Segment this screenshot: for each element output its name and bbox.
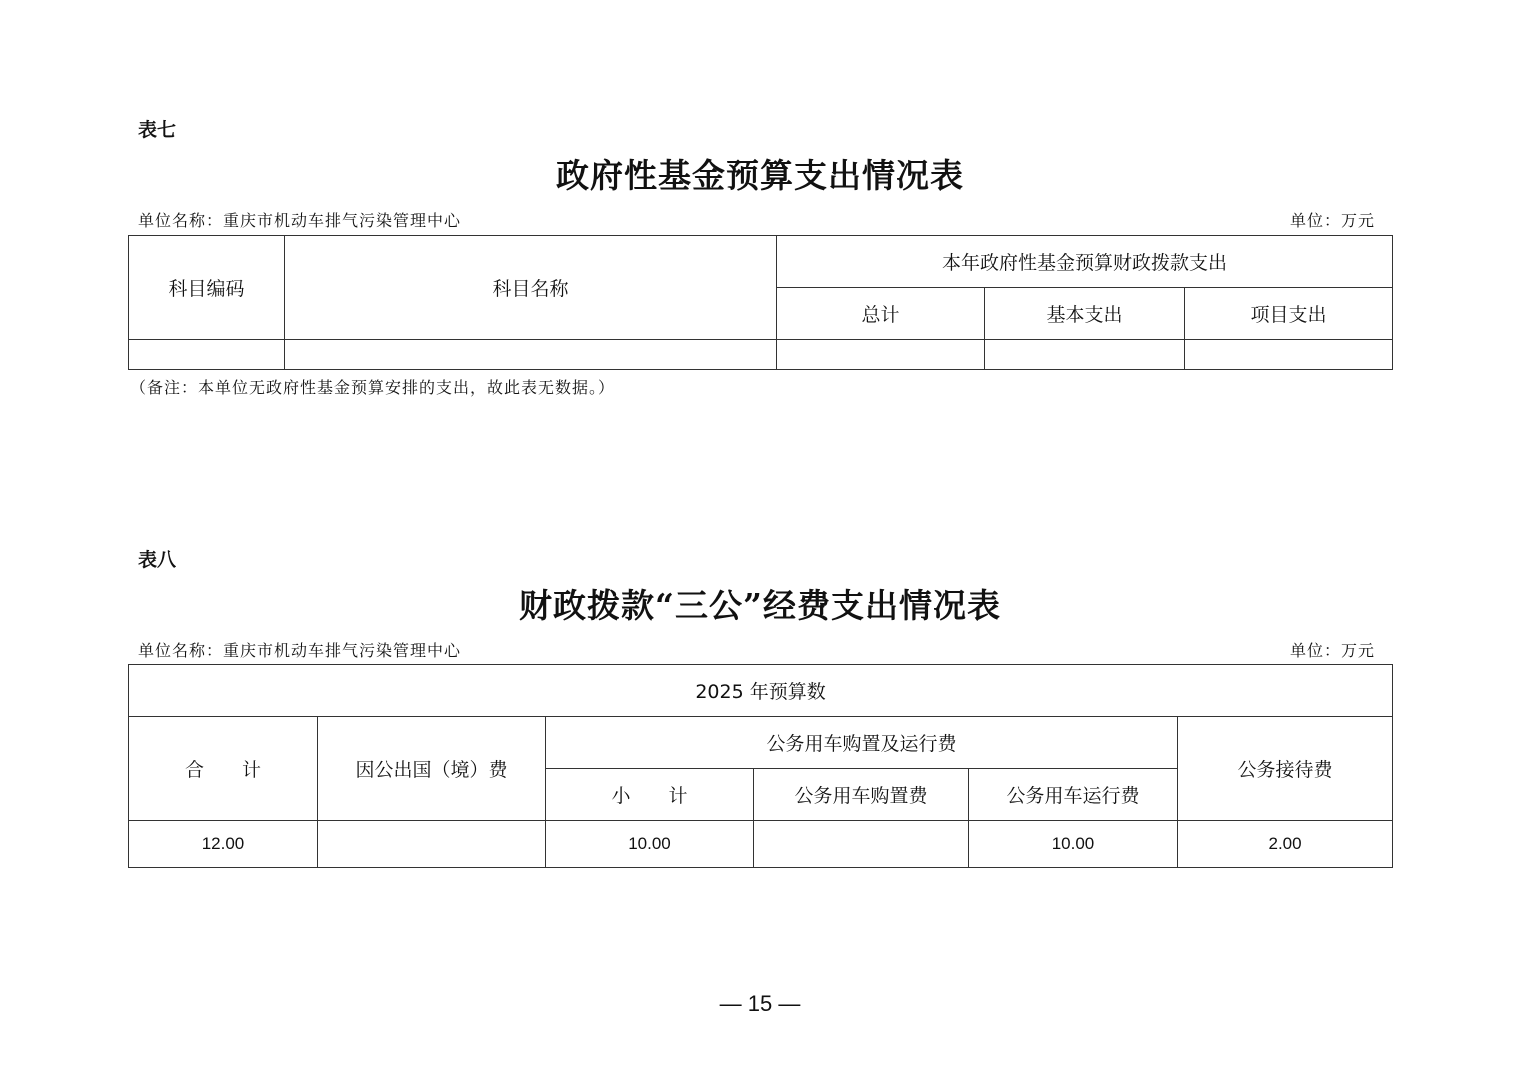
table8-unit: 单位：万元 — [1290, 641, 1376, 660]
table-row — [129, 340, 1393, 370]
table8-cell-subtotal: 10.00 — [546, 821, 754, 868]
table8-header-operation: 公务用车运行费 — [969, 769, 1178, 821]
table8-cell-operation: 10.00 — [969, 821, 1178, 868]
table8-header-abroad: 因公出国（境）费 — [318, 717, 546, 821]
table7-header-name: 科目名称 — [285, 236, 777, 340]
table8-header-purchase: 公务用车购置费 — [754, 769, 969, 821]
table8-header-subtotal: 小 计 — [546, 769, 754, 821]
table8-cell-total: 12.00 — [129, 821, 318, 868]
table7-header-project: 项目支出 — [1185, 288, 1393, 340]
table7-unit: 单位：万元 — [1290, 211, 1376, 230]
table7-title: 政府性基金预算支出情况表 — [556, 156, 964, 195]
table7-tag: 表七 — [138, 119, 177, 141]
table8-tag: 表八 — [138, 549, 177, 571]
table8-header-year: 2025 年预算数 — [129, 665, 1393, 717]
table7-cell — [129, 340, 285, 370]
table7-header-code: 科目编码 — [129, 236, 285, 340]
table7-note: （备注：本单位无政府性基金预算安排的支出，故此表无数据。） — [130, 378, 616, 397]
table7-cell — [777, 340, 985, 370]
table7-header-total: 总计 — [777, 288, 985, 340]
table7-cell — [1185, 340, 1393, 370]
table7-cell — [285, 340, 777, 370]
table8-unit-name: 单位名称：重庆市机动车排气污染管理中心 — [138, 641, 462, 660]
table7-header-group: 本年政府性基金预算财政拨款支出 — [777, 236, 1393, 288]
table7 — [128, 235, 1393, 370]
table8-title: 财政拨款“三公”经费支出情况表 — [519, 586, 1001, 625]
page-number: — 15 — — [719, 991, 801, 1016]
table8-header-vehicle-group: 公务用车购置及运行费 — [546, 717, 1178, 769]
table-row — [129, 821, 1393, 868]
table7-unit-name: 单位名称：重庆市机动车排气污染管理中心 — [138, 211, 462, 230]
table7-cell — [985, 340, 1185, 370]
table8 — [128, 664, 1393, 868]
table8-cell-purchase — [754, 821, 969, 868]
table8-cell-reception: 2.00 — [1178, 821, 1393, 868]
table8-header-reception: 公务接待费 — [1178, 717, 1393, 821]
table7-header-basic: 基本支出 — [985, 288, 1185, 340]
table8-header-total: 合 计 — [129, 717, 318, 821]
table8-cell-abroad — [318, 821, 546, 868]
